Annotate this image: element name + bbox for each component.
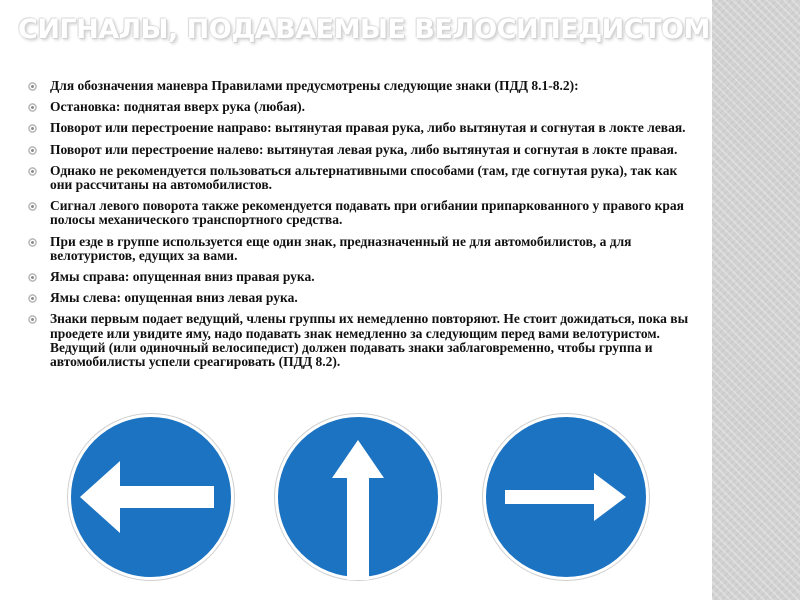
arrow-up-sign-icon	[273, 412, 443, 582]
bullet-text: Поворот или перестроение налево: вытянутая левая рука, либо вытянутая и согнутая в локте правая.	[50, 141, 678, 157]
bullet-circle-icon	[28, 273, 37, 282]
bullet-text: Для обозначения маневра Правилами предусмотрены следующие знаки (ПДД 8.1-8.2):	[50, 78, 579, 93]
bullet-circle-icon	[28, 294, 37, 303]
slide-title: СИГНАЛЫ, ПОДАВАЕМЫЕ ВЕЛОСИПЕДИСТОМ	[18, 14, 710, 45]
bullet-text: Поворот или перестроение направо: вытянутая правая рука, либо вытянутая и согнутая в локте левая.	[50, 120, 686, 136]
bullet-circle-icon	[28, 146, 37, 155]
bullet-text: Знаки первым подает ведущий, члены группы их немедленно повторяют. Не стоит дожидаться, пока вы проедете или увидите яму, надо подавать знак немедленно за следующим перед вами велотуристом. Ведущий (или одиночный велосипедист) должен подавать знаки заблаговременно, чтобы группа и автомобилисты успели среагировать (ПДД 8.2).	[50, 311, 689, 370]
bullet-item	[28, 312, 698, 369]
bullet-item	[28, 235, 698, 263]
bullet-text: Ямы справа: опущенная вниз правая рука.	[50, 269, 315, 285]
bullet-item	[28, 100, 698, 114]
bullet-item	[28, 164, 698, 192]
arrow-right-sign-icon	[481, 412, 651, 582]
bullet-circle-icon	[28, 202, 37, 211]
bullet-text: Остановка: поднятая вверх рука (любая).	[50, 99, 306, 115]
bullet-circle-icon	[28, 238, 37, 247]
bullet-item	[28, 270, 698, 284]
bullet-circle-icon	[28, 103, 37, 112]
bullet-text: При езде в группе используется еще один знак, предназначенный не для автомобилистов, а для велотуристов, едущих за вами.	[50, 233, 632, 263]
bullet-item	[28, 121, 698, 135]
bullet-circle-icon	[28, 167, 37, 176]
bullet-list	[28, 79, 698, 376]
decorative-side-band	[712, 0, 800, 600]
bullet-item	[28, 143, 698, 157]
bullet-circle-icon	[28, 124, 37, 133]
bullet-text: Однако не рекомендуется пользоваться альтернативными способами (там, где согнутая рука), так как они рассчитаны на автомобилистов.	[50, 162, 678, 193]
bullet-item	[28, 291, 698, 305]
bullet-text: Сигнал левого поворота также рекомендуется подавать при огибании припаркованного у правого края полосы механического транспортного средства.	[50, 198, 684, 228]
arrow-left-sign-icon	[66, 412, 236, 582]
bullet-circle-icon	[28, 315, 37, 324]
bullet-circle-icon	[28, 82, 37, 91]
bullet-text: Ямы слева: опущенная вниз левая рука.	[50, 290, 298, 306]
bullet-item	[28, 79, 698, 93]
bullet-item	[28, 199, 698, 227]
